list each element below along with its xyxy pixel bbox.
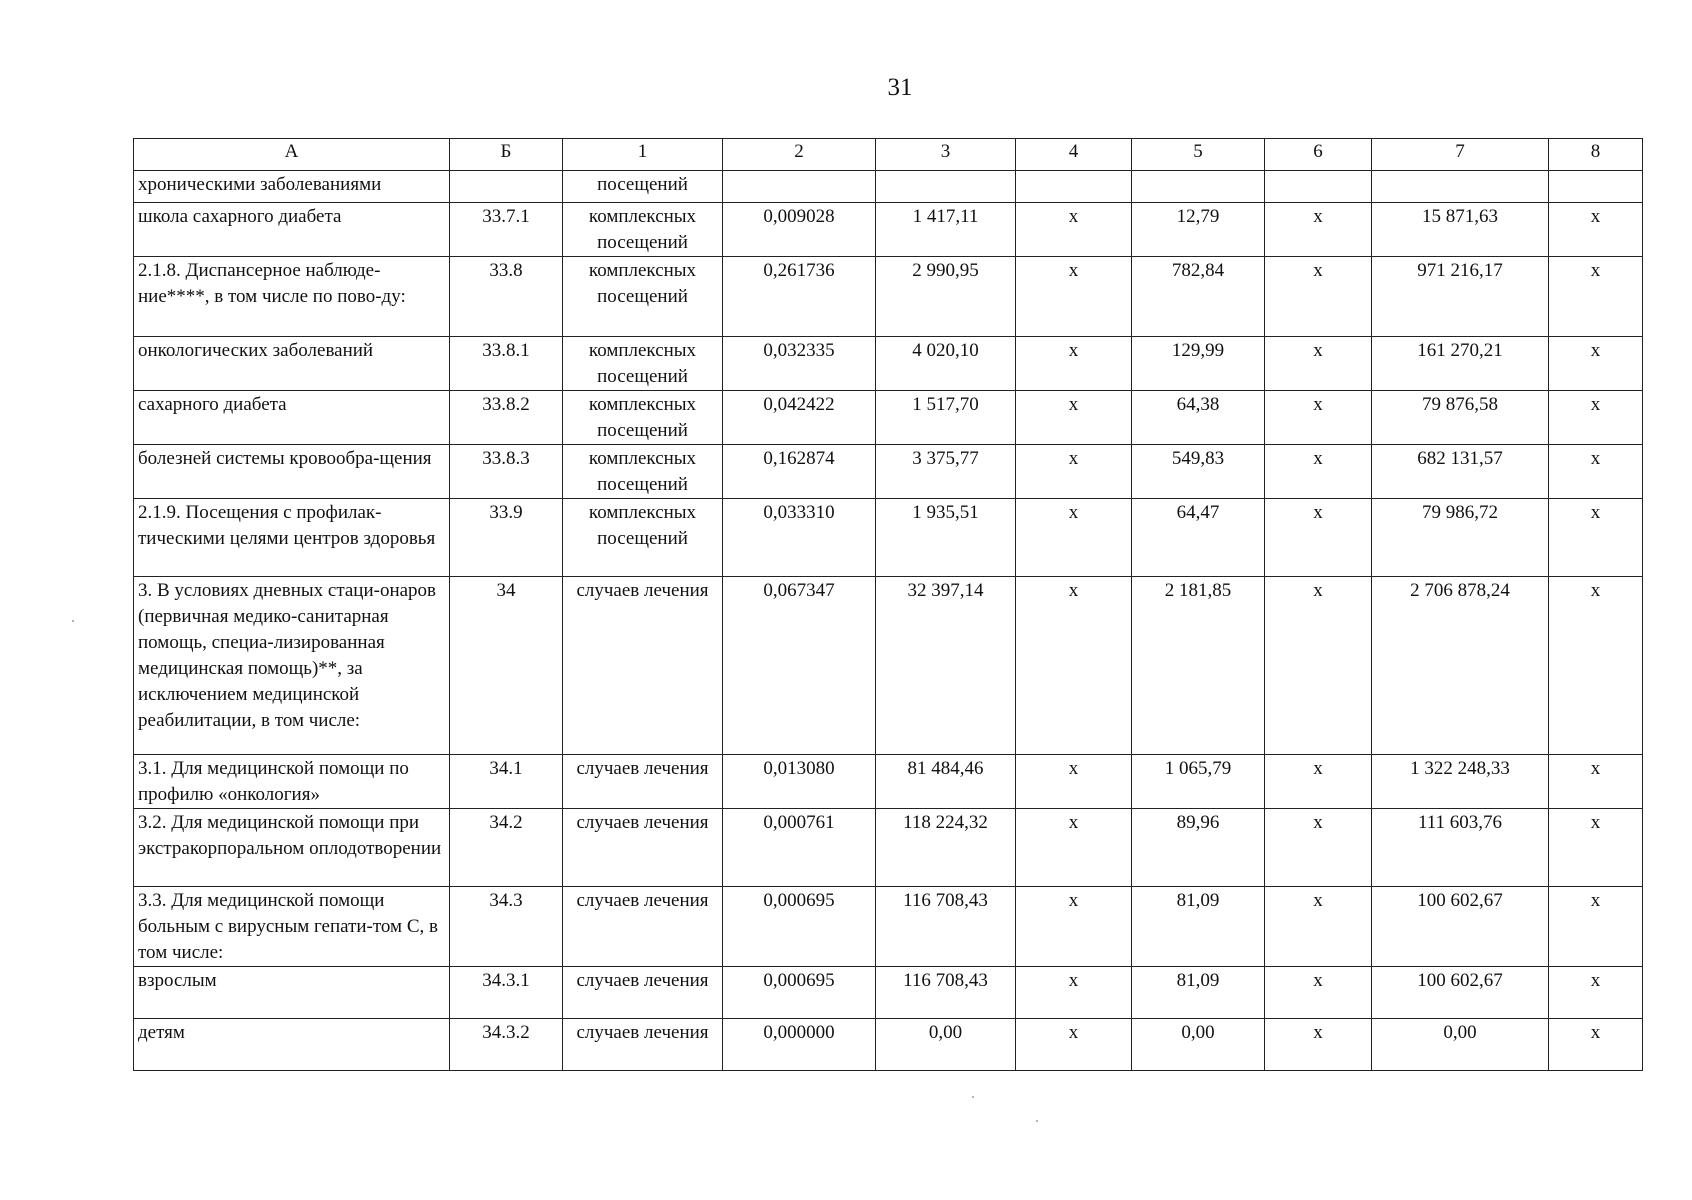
table-cell	[723, 171, 876, 203]
table-cell: 100 602,67	[1372, 887, 1549, 967]
table-row	[134, 967, 1643, 1019]
table-cell: 15 871,63	[1372, 203, 1549, 257]
table-cell: х	[1265, 257, 1372, 337]
table-cell: случаев лечения	[563, 887, 723, 967]
table-cell: х	[1265, 203, 1372, 257]
table-cell: 116 708,43	[876, 887, 1016, 967]
table-row	[134, 887, 1643, 967]
table-cell: х	[1265, 445, 1372, 499]
table-cell: 2.1.8. Диспансерное наблюде-ние****, в том числе по пово-ду:	[134, 257, 450, 337]
table-row	[134, 1019, 1643, 1071]
table-cell: 34.1	[450, 755, 563, 809]
table-row	[134, 257, 1643, 337]
table-cell: 161 270,21	[1372, 337, 1549, 391]
page-number: 31	[887, 74, 913, 101]
table-cell: 64,38	[1132, 391, 1265, 445]
scan-speck	[72, 620, 74, 622]
table-cell: х	[1549, 499, 1643, 577]
table-cell: хроническими заболеваниями	[134, 171, 450, 203]
table-cell: х	[1016, 577, 1132, 755]
table-cell: 2 990,95	[876, 257, 1016, 337]
column-header: 8	[1549, 139, 1643, 171]
table-cell: х	[1016, 445, 1132, 499]
column-header: 2	[723, 139, 876, 171]
table-cell: сахарного диабета	[134, 391, 450, 445]
table-cell: х	[1549, 755, 1643, 809]
table-cell: 33.8	[450, 257, 563, 337]
table-row	[134, 499, 1643, 577]
table-cell: 100 602,67	[1372, 967, 1549, 1019]
table-cell: 0,032335	[723, 337, 876, 391]
table-cell: 118 224,32	[876, 809, 1016, 887]
column-header: 6	[1265, 139, 1372, 171]
table-cell: комплексных посещений	[563, 391, 723, 445]
table-cell: х	[1016, 337, 1132, 391]
table-cell: 1 935,51	[876, 499, 1016, 577]
table-body	[134, 171, 1643, 1071]
table-row	[134, 203, 1643, 257]
table-cell: 0,00	[1132, 1019, 1265, 1071]
table-cell: школа сахарного диабета	[134, 203, 450, 257]
table-cell: х	[1549, 809, 1643, 887]
data-table	[133, 138, 1643, 1071]
column-header: 4	[1016, 139, 1132, 171]
table-cell: х	[1549, 337, 1643, 391]
table-cell: 1 322 248,33	[1372, 755, 1549, 809]
table-cell: х	[1016, 391, 1132, 445]
table-cell: 1 517,70	[876, 391, 1016, 445]
table-cell: случаев лечения	[563, 1019, 723, 1071]
table-cell: комплексных посещений	[563, 445, 723, 499]
table-cell: 81,09	[1132, 967, 1265, 1019]
table-cell: 4 020,10	[876, 337, 1016, 391]
table-cell: случаев лечения	[563, 577, 723, 755]
table-cell: 0,067347	[723, 577, 876, 755]
table-cell: 0,261736	[723, 257, 876, 337]
table-row	[134, 809, 1643, 887]
table-cell: 0,033310	[723, 499, 876, 577]
table-cell: 3.2. Для медицинской помощи при экстракорпоральном оплодотворении	[134, 809, 450, 887]
table-cell: х	[1016, 1019, 1132, 1071]
table-cell: 3. В условиях дневных стаци-онаров (первичная медико-санитарная помощь, специа-лизированная медицинская помощь)**, за исключением медицинской реабилитации, в том числе:	[134, 577, 450, 755]
table-cell: 34.3.1	[450, 967, 563, 1019]
table-cell: случаев лечения	[563, 755, 723, 809]
table-cell: 129,99	[1132, 337, 1265, 391]
column-header: А	[134, 139, 450, 171]
table-cell: 2 706 878,24	[1372, 577, 1549, 755]
column-header: 1	[563, 139, 723, 171]
table-cell: онкологических заболеваний	[134, 337, 450, 391]
table-cell: 1 417,11	[876, 203, 1016, 257]
table-cell: 89,96	[1132, 809, 1265, 887]
table-cell: 0,013080	[723, 755, 876, 809]
column-header: Б	[450, 139, 563, 171]
table-cell: 0,009028	[723, 203, 876, 257]
table-cell: 782,84	[1132, 257, 1265, 337]
table-cell: комплексных посещений	[563, 337, 723, 391]
table-cell: 12,79	[1132, 203, 1265, 257]
table-cell: 33.8.2	[450, 391, 563, 445]
table-cell: 34.2	[450, 809, 563, 887]
table-cell: 33.8.3	[450, 445, 563, 499]
table-cell: 64,47	[1132, 499, 1265, 577]
table-cell: 79 986,72	[1372, 499, 1549, 577]
table-cell	[1549, 171, 1643, 203]
table-cell	[1016, 171, 1132, 203]
column-header: 5	[1132, 139, 1265, 171]
table-cell: комплексных посещений	[563, 257, 723, 337]
table-row	[134, 755, 1643, 809]
table-row	[134, 577, 1643, 755]
table-cell: 3 375,77	[876, 445, 1016, 499]
table-cell: взрослым	[134, 967, 450, 1019]
table-cell: 81,09	[1132, 887, 1265, 967]
table-cell: комплексных посещений	[563, 203, 723, 257]
table-cell: х	[1016, 755, 1132, 809]
table-cell: х	[1549, 967, 1643, 1019]
table-cell: посещений	[563, 171, 723, 203]
scan-speck	[1036, 1120, 1038, 1122]
table-cell: 549,83	[1132, 445, 1265, 499]
table-cell: случаев лечения	[563, 809, 723, 887]
column-header: 7	[1372, 139, 1549, 171]
table-cell: 79 876,58	[1372, 391, 1549, 445]
table-row	[134, 337, 1643, 391]
table-cell: х	[1549, 445, 1643, 499]
table-cell: 33.7.1	[450, 203, 563, 257]
table-cell: х	[1549, 887, 1643, 967]
table-cell: 971 216,17	[1372, 257, 1549, 337]
table-cell: х	[1265, 809, 1372, 887]
table-cell: случаев лечения	[563, 967, 723, 1019]
table-cell: х	[1549, 577, 1643, 755]
table-cell: 32 397,14	[876, 577, 1016, 755]
table-cell	[876, 171, 1016, 203]
table-cell	[450, 171, 563, 203]
table-cell: 1 065,79	[1132, 755, 1265, 809]
table-cell: 33.8.1	[450, 337, 563, 391]
table-cell	[1265, 171, 1372, 203]
table-cell: болезней системы кровообра-щения	[134, 445, 450, 499]
table-row	[134, 445, 1643, 499]
table-cell: 34.3.2	[450, 1019, 563, 1071]
table-cell: х	[1549, 203, 1643, 257]
table-cell: х	[1265, 887, 1372, 967]
table-cell: 0,000695	[723, 967, 876, 1019]
table-cell: х	[1549, 257, 1643, 337]
table-cell: х	[1265, 1019, 1372, 1071]
table-cell: 0,162874	[723, 445, 876, 499]
table-cell: 34.3	[450, 887, 563, 967]
table-cell: х	[1016, 499, 1132, 577]
table-cell: 682 131,57	[1372, 445, 1549, 499]
table-cell: 2 181,85	[1132, 577, 1265, 755]
table-cell: детям	[134, 1019, 450, 1071]
table-cell: 0,000000	[723, 1019, 876, 1071]
table-cell: х	[1265, 499, 1372, 577]
table-cell: 34	[450, 577, 563, 755]
table-row	[134, 171, 1643, 203]
table-cell: 81 484,46	[876, 755, 1016, 809]
column-header: 3	[876, 139, 1016, 171]
table-cell: х	[1016, 967, 1132, 1019]
table-cell: х	[1265, 577, 1372, 755]
table-cell: х	[1265, 967, 1372, 1019]
table-row	[134, 391, 1643, 445]
table-cell: 0,000761	[723, 809, 876, 887]
table-cell: 0,00	[1372, 1019, 1549, 1071]
table-cell: х	[1549, 391, 1643, 445]
table-cell	[1132, 171, 1265, 203]
table-cell: 0,042422	[723, 391, 876, 445]
table-cell: 111 603,76	[1372, 809, 1549, 887]
table-cell: 3.3. Для медицинской помощи больным с вирусным гепати-том С, в том числе:	[134, 887, 450, 967]
table-cell: х	[1016, 203, 1132, 257]
scan-speck	[972, 1096, 974, 1098]
table-cell	[1372, 171, 1549, 203]
table-cell: х	[1549, 1019, 1643, 1071]
table-cell: 3.1. Для медицинской помощи по профилю «онкология»	[134, 755, 450, 809]
table-cell: х	[1016, 887, 1132, 967]
table-cell: х	[1265, 391, 1372, 445]
table-cell: х	[1265, 755, 1372, 809]
table-cell: х	[1016, 257, 1132, 337]
table-cell: х	[1016, 809, 1132, 887]
table-cell: 0,00	[876, 1019, 1016, 1071]
table-header-row	[134, 139, 1643, 171]
table-cell: 2.1.9. Посещения с профилак-тическими целями центров здоровья	[134, 499, 450, 577]
table-cell: 0,000695	[723, 887, 876, 967]
table-cell: комплексных посещений	[563, 499, 723, 577]
table-cell: 116 708,43	[876, 967, 1016, 1019]
table-cell: х	[1265, 337, 1372, 391]
table-cell: 33.9	[450, 499, 563, 577]
